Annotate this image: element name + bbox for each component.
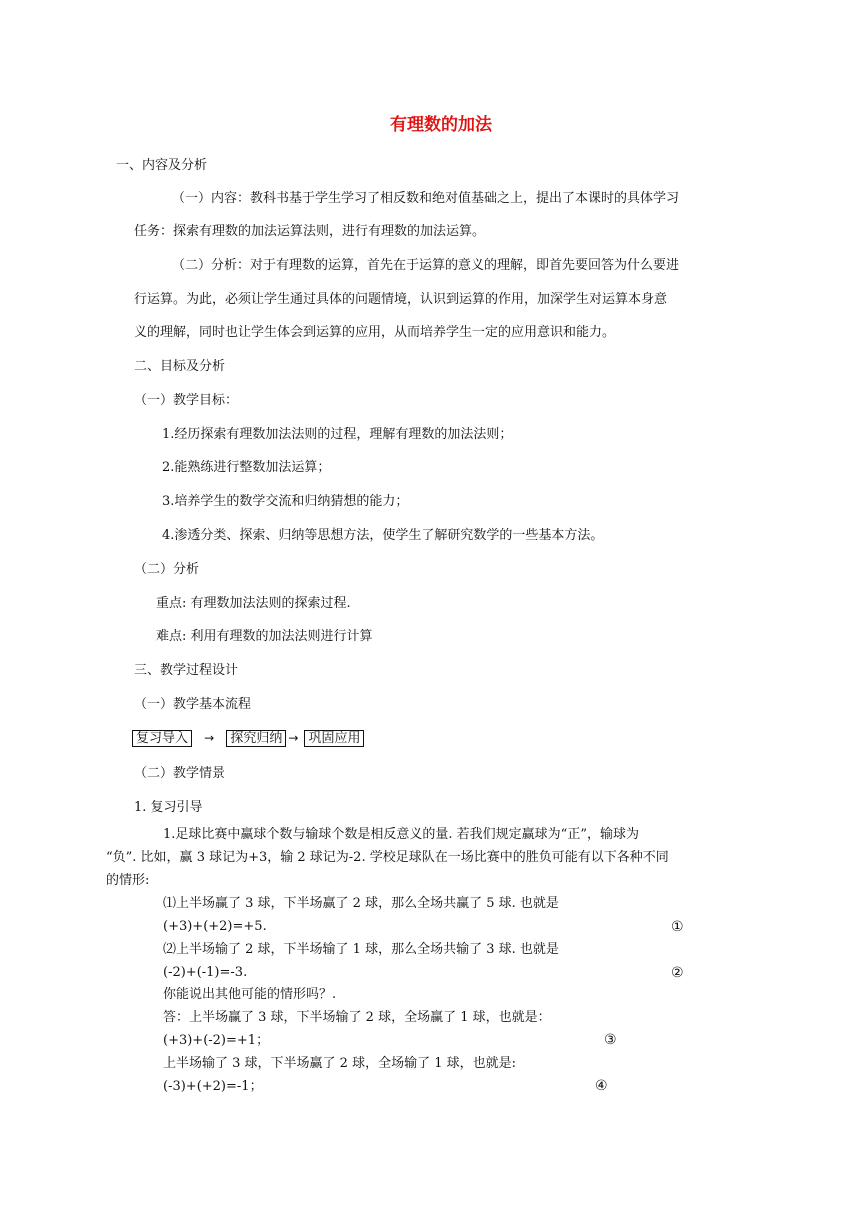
flow-box: 巩固应用 — [304, 730, 364, 747]
analysis-paragraph-line: （二）分析：对于有理数的运算，首先在于运算的意义的理解，即首先要回答为什么要进 — [172, 258, 680, 273]
analysis-paragraph-line: 行运算。为此，必须让学生通过具体的问题情境，认识到运算的作用，加深学生对运算本身意 — [134, 292, 668, 307]
equation-number: ③ — [604, 1032, 617, 1048]
flow-arrow: → — [288, 731, 299, 745]
page-title: 有理数的加法 — [390, 115, 492, 135]
intro-line: “负”. 比如，赢 3 球记为+3，输 2 球记为-2. 学校足球队在一场比赛中的胜负可能有以下各种不同 — [106, 850, 669, 865]
subsection-heading: （一）教学基本流程 — [134, 697, 252, 712]
answer-text: 答：上半场赢了 3 球，下半场输了 2 球，全场赢了 1 球，也就是： — [163, 1010, 551, 1025]
content-paragraph-line: 任务：探索有理数的加法运算法则，进行有理数的加法运算。 — [134, 224, 486, 239]
case-text: ⑵上半场输了 2 球，下半场输了 1 球，那么全场共输了 3 球. 也就是 — [163, 942, 559, 957]
section-heading-2: 二、目标及分析 — [134, 359, 226, 374]
flow-box: 探究归纳 — [226, 730, 286, 747]
answer-expression: (+3)+(-2)=+1； — [163, 1033, 270, 1048]
key-point: 重点: 有理数加法法则的探索过程. — [156, 596, 351, 611]
case-expression: (-3)+(+2)=-1； — [163, 1079, 263, 1094]
equation-number: ④ — [595, 1078, 608, 1094]
content-paragraph-line: （一）内容：教科书基于学生学习了相反数和绝对值基础之上，提出了本课时的具体学习 — [172, 191, 680, 206]
flow-chart — [132, 729, 364, 748]
flow-arrow: → — [204, 731, 215, 745]
goal-item: 2.能熟练进行整数加法运算； — [162, 460, 331, 475]
subsection-heading: （二）教学情景 — [134, 766, 226, 781]
intro-line: 的情形: — [106, 873, 150, 888]
equation-number: ① — [671, 919, 684, 935]
section-heading-1: 一、内容及分析 — [116, 158, 208, 173]
case-expression: (+3)+(+2)=+5. — [163, 919, 267, 934]
item-heading: 1. 复习引导 — [134, 800, 203, 815]
section-heading-3: 三、教学过程设计 — [134, 663, 239, 678]
goal-item: 1.经历探索有理数加法法则的过程，理解有理数的加法法则； — [162, 427, 513, 442]
intro-line: 1.足球比赛中赢球个数与输球个数是相反意义的量. 若我们规定赢球为“正”，输球为 — [163, 827, 639, 842]
analysis-paragraph-line: 义的理解，同时也让学生体会到运算的应用，从而培养学生一定的应用意识和能力。 — [134, 325, 616, 340]
case-text: 上半场输了 3 球，下半场赢了 2 球，全场输了 1 球，也就是: — [163, 1056, 516, 1071]
goal-item: 4.渗透分类、探索、归纳等思想方法，使学生了解研究数学的一些基本方法。 — [162, 528, 604, 543]
question: 你能说出其他可能的情形吗？. — [163, 987, 337, 1002]
flow-box: 复习导入 — [132, 730, 192, 747]
case-expression: (-2)+(-1)=-3. — [163, 965, 248, 980]
case-text: ⑴上半场赢了 3 球，下半场赢了 2 球，那么全场共赢了 5 球. 也就是 — [163, 896, 559, 911]
equation-number: ② — [671, 965, 684, 981]
subsection-heading: （一）教学目标： — [134, 393, 239, 408]
goal-item: 3.培养学生的数学交流和归纳猜想的能力； — [162, 494, 409, 509]
subsection-heading: （二）分析 — [134, 562, 200, 577]
difficult-point: 难点: 利用有理数的加法法则进行计算 — [156, 629, 373, 644]
